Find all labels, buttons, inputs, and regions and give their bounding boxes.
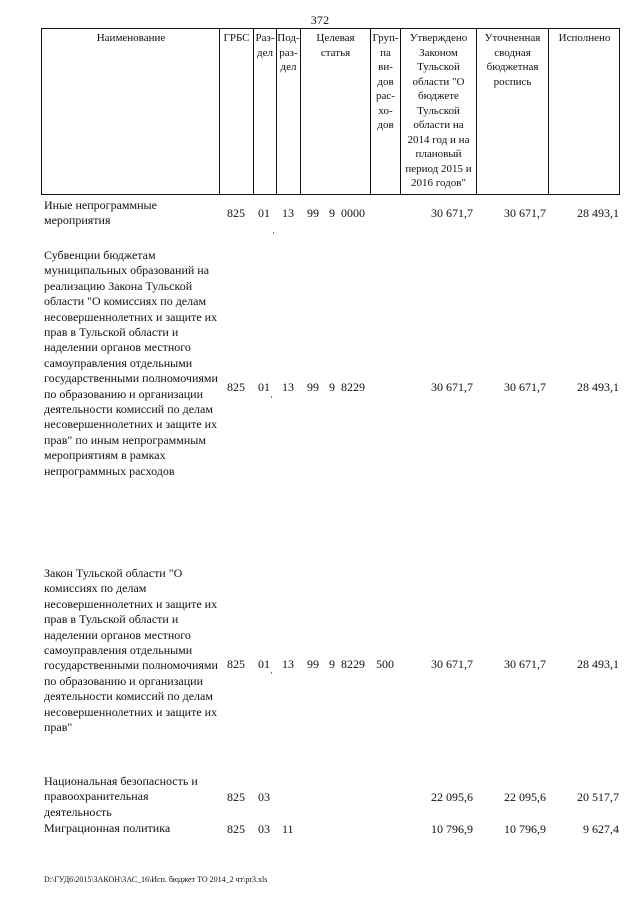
header-target-article: Целевая статья: [316, 32, 355, 59]
cell-group: 500: [376, 657, 394, 671]
cell-grbs: 825: [227, 822, 245, 836]
cell-razdel: 03: [258, 822, 270, 836]
header-podrazdel: Под- раз- дел: [277, 32, 300, 73]
cell-approved: 30 671,7: [431, 657, 473, 671]
cell-approved: 22 095,6: [431, 790, 473, 804]
cell-executed: 28 493,1: [577, 206, 619, 220]
cell-target-3: 8229: [341, 657, 365, 671]
cell-executed: 20 517,7: [577, 790, 619, 804]
cell-refined: 30 671,7: [504, 380, 546, 394]
header-grbs: ГРБС: [223, 32, 250, 44]
cell-razdel: 01: [258, 380, 270, 394]
row-name: Иные непрограммные мероприятия: [44, 198, 157, 228]
column-divider: [219, 28, 220, 195]
cell-grbs: 825: [227, 206, 245, 220]
cell-approved: 30 671,7: [431, 380, 473, 394]
scan-mark: [271, 672, 272, 674]
cell-refined: 30 671,7: [504, 206, 546, 220]
cell-target-2: 9: [329, 206, 335, 220]
page-number: 372: [310, 13, 330, 27]
cell-podrazdel: 13: [282, 380, 294, 394]
cell-executed: 28 493,1: [577, 380, 619, 394]
cell-razdel: 01: [258, 657, 270, 671]
row-name: Закон Тульской области "О комиссиях по делам несовершеннолетних и защите их прав в Тульской области и наделении органов местного самоуправления отдельными государственными полномочиями по образованию и организации деятельности комиссий по делам несовершеннолетних и защите их прав": [44, 566, 218, 735]
cell-podrazdel: 13: [282, 206, 294, 220]
cell-executed: 9 627,4: [583, 822, 619, 836]
row-name: Национальная безопасность и правоохранительная деятельность: [44, 774, 198, 819]
cell-refined: 30 671,7: [504, 657, 546, 671]
scan-mark: [271, 396, 272, 398]
header-approved: Утверждено Законом Тульской области "О бюджете Тульской области на 2014 год и на плановый период 2015 и 2016 годов": [405, 32, 472, 189]
cell-target-3: 8229: [341, 380, 365, 394]
cell-podrazdel: 13: [282, 657, 294, 671]
cell-grbs: 825: [227, 657, 245, 671]
cell-approved: 30 671,7: [431, 206, 473, 220]
cell-target-3: 0000: [341, 206, 365, 220]
row-name: Миграционная политика: [44, 821, 171, 835]
cell-target-1: 99: [307, 657, 319, 671]
header-refined: Уточненная сводная бюджетная роспись: [484, 32, 541, 88]
cell-refined: 10 796,9: [504, 822, 546, 836]
cell-grbs: 825: [227, 380, 245, 394]
row-name: Субвенции бюджетам муниципальных образований на реализацию Закона Тульской области "О комиссиях по делам несовершеннолетних и защите их прав в Тульской области и наделении органов местного самоуправления отдельными государственными полномочиями по образованию и организации деятельности комиссий по делам несовершеннолетних и защите их прав" по иным непрограммным мероприятиям в рамках непрограммных расходов: [44, 248, 218, 478]
header-expense-group: Груп- па ви- дов рас- хо- дов: [372, 32, 399, 131]
cell-target-2: 9: [329, 657, 335, 671]
header-name: Наименование: [96, 32, 166, 44]
cell-executed: 28 493,1: [577, 657, 619, 671]
cell-target-1: 99: [307, 380, 319, 394]
column-divider: [548, 28, 549, 195]
cell-target-2: 9: [329, 380, 335, 394]
cell-approved: 10 796,9: [431, 822, 473, 836]
cell-refined: 22 095,6: [504, 790, 546, 804]
cell-razdel: 01: [258, 206, 270, 220]
header-executed: Исполнено: [558, 32, 611, 44]
cell-podrazdel: 11: [282, 822, 294, 836]
cell-target-1: 99: [307, 206, 319, 220]
scan-mark: [273, 232, 274, 234]
cell-razdel: 03: [258, 790, 270, 804]
file-path-footer: D:\ГУД6\2015\ЗАКОН\ЗАС_16\Исп. бюджет ТО 2014_2 чт\pr3.xls: [44, 875, 268, 884]
header-razdel: Раз- дел: [255, 32, 275, 59]
cell-grbs: 825: [227, 790, 245, 804]
